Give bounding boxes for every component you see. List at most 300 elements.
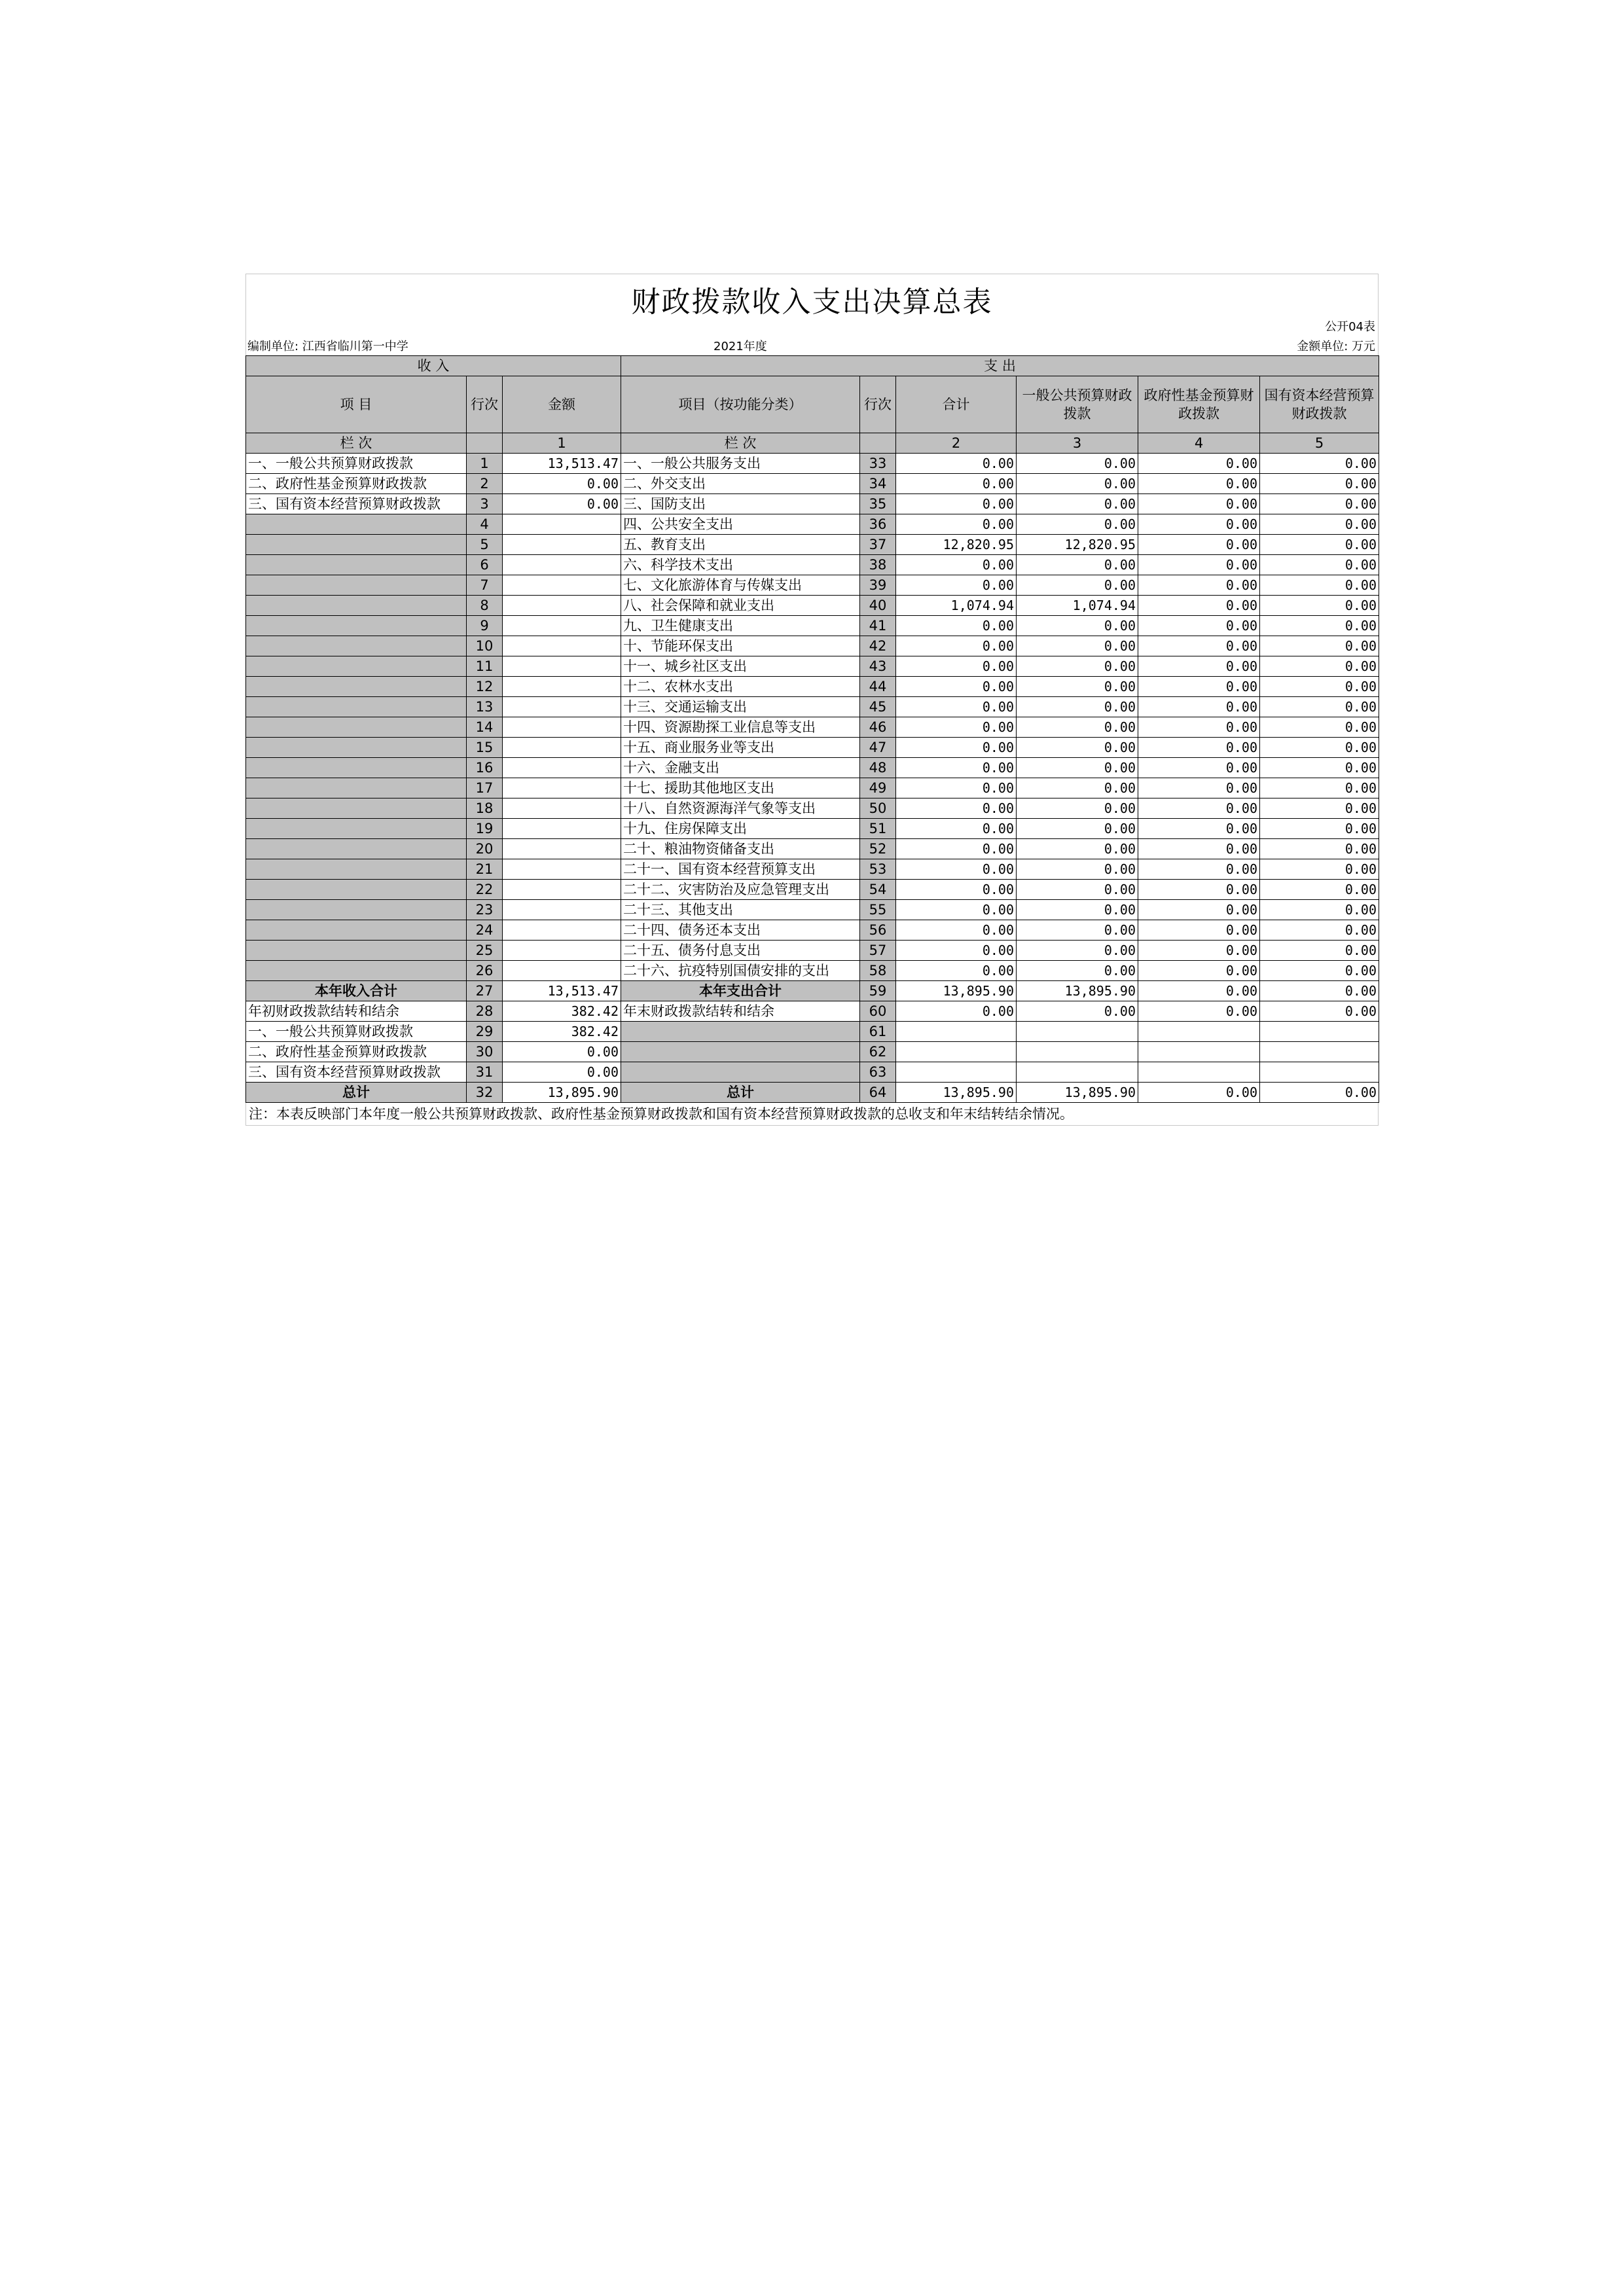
expense-total: 0.00 xyxy=(896,859,1017,880)
table-row xyxy=(246,758,1379,778)
expense-general: 0.00 xyxy=(1017,616,1138,636)
expense-general: 0.00 xyxy=(1017,717,1138,738)
expense-general: 0.00 xyxy=(1017,839,1138,859)
expense-row-no: 38 xyxy=(860,555,896,575)
expense-item: 二十一、国有资本经营预算支出 xyxy=(621,859,860,880)
expense-item: 十八、自然资源海洋气象等支出 xyxy=(621,798,860,819)
expense-item: 二十二、灾害防治及应急管理支出 xyxy=(621,880,860,900)
expense-item: 十二、农林水支出 xyxy=(621,677,860,697)
income-item xyxy=(246,798,467,819)
expense-item: 七、文化旅游体育与传媒支出 xyxy=(621,575,860,596)
budget-table xyxy=(245,355,1379,1103)
income-item xyxy=(246,656,467,677)
expense-total: 0.00 xyxy=(896,798,1017,819)
income-amount xyxy=(503,778,621,798)
income-row-no: 5 xyxy=(467,535,503,555)
expense-item: 十六、金融支出 xyxy=(621,758,860,778)
expense-row-no: 45 xyxy=(860,697,896,717)
expense-item: 九、卫生健康支出 xyxy=(621,616,860,636)
footnote: 注：本表反映部门本年度一般公共预算财政拨款、政府性基金预算财政拨款和国有资本经营预算财政拨款的总收支和年末结转结余情况。 xyxy=(245,1103,1379,1126)
income-row-no: 29 xyxy=(467,1022,503,1042)
expense-state-capital: 0.00 xyxy=(1260,1001,1379,1022)
income-item xyxy=(246,596,467,616)
income-row-no: 17 xyxy=(467,778,503,798)
col-index-blank-2 xyxy=(860,433,896,454)
expense-general: 0.00 xyxy=(1017,920,1138,941)
income-row-no: 23 xyxy=(467,900,503,920)
expense-general: 13,895.90 xyxy=(1017,1083,1138,1103)
expense-general: 0.00 xyxy=(1017,758,1138,778)
expense-state-capital: 0.00 xyxy=(1260,494,1379,514)
table-row xyxy=(246,514,1379,535)
table-row xyxy=(246,920,1379,941)
income-item xyxy=(246,778,467,798)
col-header-amount: 金额 xyxy=(503,376,621,433)
income-amount: 0.00 xyxy=(503,1042,621,1062)
expense-state-capital: 0.00 xyxy=(1260,819,1379,839)
expense-state-capital: 0.00 xyxy=(1260,798,1379,819)
expense-general: 0.00 xyxy=(1017,575,1138,596)
expense-gov-fund: 0.00 xyxy=(1138,555,1260,575)
income-row-no: 14 xyxy=(467,717,503,738)
income-amount xyxy=(503,596,621,616)
income-amount: 0.00 xyxy=(503,474,621,494)
expense-total: 0.00 xyxy=(896,514,1017,535)
expense-general: 0.00 xyxy=(1017,941,1138,961)
expense-gov-fund: 0.00 xyxy=(1138,616,1260,636)
expense-gov-fund: 0.00 xyxy=(1138,575,1260,596)
expense-general: 0.00 xyxy=(1017,859,1138,880)
expense-row-no: 43 xyxy=(860,656,896,677)
income-row-no: 11 xyxy=(467,656,503,677)
expense-total: 0.00 xyxy=(896,575,1017,596)
expense-row-no: 61 xyxy=(860,1022,896,1042)
expense-general: 0.00 xyxy=(1017,656,1138,677)
income-section-header: 收 入 xyxy=(246,356,621,376)
expense-gov-fund: 0.00 xyxy=(1138,859,1260,880)
expense-total: 1,074.94 xyxy=(896,596,1017,616)
expense-row-no: 62 xyxy=(860,1042,896,1062)
expense-row-no: 33 xyxy=(860,454,896,474)
expense-gov-fund: 0.00 xyxy=(1138,758,1260,778)
expense-general: 0.00 xyxy=(1017,819,1138,839)
income-amount: 382.42 xyxy=(503,1022,621,1042)
expense-gov-fund: 0.00 xyxy=(1138,839,1260,859)
expense-row-no: 52 xyxy=(860,839,896,859)
col-header-gov-fund: 政府性基金预算财政拨款 xyxy=(1138,376,1260,433)
income-row-no: 27 xyxy=(467,981,503,1001)
expense-total: 0.00 xyxy=(896,717,1017,738)
expense-row-no: 35 xyxy=(860,494,896,514)
expense-total: 0.00 xyxy=(896,636,1017,656)
col-header-item: 项 目 xyxy=(246,376,467,433)
table-row xyxy=(246,616,1379,636)
expense-gov-fund: 0.00 xyxy=(1138,941,1260,961)
expense-row-no: 51 xyxy=(860,819,896,839)
col-header-total: 合计 xyxy=(896,376,1017,433)
expense-general: 0.00 xyxy=(1017,880,1138,900)
income-row-no: 22 xyxy=(467,880,503,900)
expense-total: 0.00 xyxy=(896,961,1017,981)
income-item xyxy=(246,758,467,778)
expense-item: 十七、援助其他地区支出 xyxy=(621,778,860,798)
expense-gov-fund: 0.00 xyxy=(1138,454,1260,474)
expense-item: 十九、住房保障支出 xyxy=(621,819,860,839)
income-item xyxy=(246,717,467,738)
expense-gov-fund: 0.00 xyxy=(1138,778,1260,798)
expense-total xyxy=(896,1042,1017,1062)
income-item xyxy=(246,738,467,758)
col-header-general: 一般公共预算财政拨款 xyxy=(1017,376,1138,433)
expense-item: 年末财政拨款结转和结余 xyxy=(621,1001,860,1022)
expense-general: 0.00 xyxy=(1017,555,1138,575)
income-row-no: 28 xyxy=(467,1001,503,1022)
expense-item xyxy=(621,1042,860,1062)
col-index-label: 栏 次 xyxy=(246,433,467,454)
expense-state-capital: 0.00 xyxy=(1260,636,1379,656)
expense-row-no: 41 xyxy=(860,616,896,636)
expense-item: 总计 xyxy=(621,1083,860,1103)
expense-total: 0.00 xyxy=(896,880,1017,900)
income-item xyxy=(246,555,467,575)
table-row xyxy=(246,839,1379,859)
expense-row-no: 55 xyxy=(860,900,896,920)
income-row-no: 16 xyxy=(467,758,503,778)
income-row-no: 6 xyxy=(467,555,503,575)
income-item xyxy=(246,514,467,535)
expense-total: 13,895.90 xyxy=(896,981,1017,1001)
expense-total: 0.00 xyxy=(896,677,1017,697)
grand-total-row xyxy=(246,1083,1379,1103)
expense-total: 0.00 xyxy=(896,920,1017,941)
col-header-row-no-2: 行次 xyxy=(860,376,896,433)
table-row xyxy=(246,535,1379,555)
expense-state-capital: 0.00 xyxy=(1260,920,1379,941)
income-item xyxy=(246,900,467,920)
expense-item: 五、教育支出 xyxy=(621,535,860,555)
col-index-label-2: 栏 次 xyxy=(621,433,860,454)
expense-row-no: 63 xyxy=(860,1062,896,1083)
income-amount xyxy=(503,636,621,656)
report-year: 2021年度 xyxy=(713,340,767,353)
compiling-unit: 编制单位: 江西省临川第一中学 xyxy=(247,340,408,353)
expense-item: 十四、资源勘探工业信息等支出 xyxy=(621,717,860,738)
carry-row xyxy=(246,1042,1379,1062)
expense-gov-fund: 0.00 xyxy=(1138,819,1260,839)
income-amount xyxy=(503,717,621,738)
expense-section-header: 支 出 xyxy=(621,356,1379,376)
expense-state-capital xyxy=(1260,1042,1379,1062)
income-item: 年初财政拨款结转和结余 xyxy=(246,1001,467,1022)
income-amount xyxy=(503,839,621,859)
form-code: 公开04表 xyxy=(1325,320,1375,334)
expense-item: 一、一般公共服务支出 xyxy=(621,454,860,474)
table-row xyxy=(246,941,1379,961)
income-amount: 0.00 xyxy=(503,494,621,514)
expense-state-capital: 0.00 xyxy=(1260,697,1379,717)
expense-row-no: 39 xyxy=(860,575,896,596)
expense-total: 0.00 xyxy=(896,941,1017,961)
income-item: 总计 xyxy=(246,1083,467,1103)
income-amount xyxy=(503,738,621,758)
income-item xyxy=(246,920,467,941)
expense-total: 0.00 xyxy=(896,839,1017,859)
expense-total: 0.00 xyxy=(896,656,1017,677)
col-index-2: 2 xyxy=(896,433,1017,454)
income-amount xyxy=(503,798,621,819)
expense-gov-fund: 0.00 xyxy=(1138,474,1260,494)
expense-general: 0.00 xyxy=(1017,697,1138,717)
col-header-func-item: 项目（按功能分类） xyxy=(621,376,860,433)
expense-state-capital: 0.00 xyxy=(1260,535,1379,555)
income-amount: 382.42 xyxy=(503,1001,621,1022)
expense-item: 二十六、抗疫特别国债安排的支出 xyxy=(621,961,860,981)
expense-row-no: 57 xyxy=(860,941,896,961)
expense-total: 0.00 xyxy=(896,697,1017,717)
expense-total: 0.00 xyxy=(896,616,1017,636)
expense-gov-fund: 0.00 xyxy=(1138,1083,1260,1103)
expense-item: 二十四、债务还本支出 xyxy=(621,920,860,941)
income-item xyxy=(246,961,467,981)
expense-gov-fund: 0.00 xyxy=(1138,920,1260,941)
income-item: 一、一般公共预算财政拨款 xyxy=(246,1022,467,1042)
expense-total: 0.00 xyxy=(896,454,1017,474)
expense-gov-fund: 0.00 xyxy=(1138,880,1260,900)
table-row xyxy=(246,697,1379,717)
table-row xyxy=(246,677,1379,697)
expense-row-no: 53 xyxy=(860,859,896,880)
expense-state-capital: 0.00 xyxy=(1260,575,1379,596)
expense-state-capital: 0.00 xyxy=(1260,859,1379,880)
expense-general: 0.00 xyxy=(1017,798,1138,819)
income-row-no: 2 xyxy=(467,474,503,494)
meta-row xyxy=(245,317,1379,355)
expense-total: 0.00 xyxy=(896,758,1017,778)
income-amount xyxy=(503,920,621,941)
table-row xyxy=(246,798,1379,819)
table-row xyxy=(246,859,1379,880)
col-index-5: 5 xyxy=(1260,433,1379,454)
expense-state-capital: 0.00 xyxy=(1260,900,1379,920)
expense-total: 0.00 xyxy=(896,778,1017,798)
income-row-no: 20 xyxy=(467,839,503,859)
income-row-no: 8 xyxy=(467,596,503,616)
expense-row-no: 42 xyxy=(860,636,896,656)
expense-general: 0.00 xyxy=(1017,961,1138,981)
expense-item: 四、公共安全支出 xyxy=(621,514,860,535)
report-title: 财政拨款收入支出决算总表 xyxy=(631,285,993,319)
income-row-no: 4 xyxy=(467,514,503,535)
income-row-no: 9 xyxy=(467,616,503,636)
expense-total: 0.00 xyxy=(896,738,1017,758)
expense-row-no: 46 xyxy=(860,717,896,738)
income-item xyxy=(246,636,467,656)
income-item: 本年收入合计 xyxy=(246,981,467,1001)
expense-total xyxy=(896,1022,1017,1042)
expense-general: 0.00 xyxy=(1017,738,1138,758)
expense-total: 0.00 xyxy=(896,555,1017,575)
expense-item xyxy=(621,1022,860,1042)
expense-state-capital: 0.00 xyxy=(1260,981,1379,1001)
expense-general: 0.00 xyxy=(1017,514,1138,535)
expense-state-capital: 0.00 xyxy=(1260,656,1379,677)
income-item xyxy=(246,697,467,717)
expense-row-no: 56 xyxy=(860,920,896,941)
income-item xyxy=(246,819,467,839)
income-row-no: 3 xyxy=(467,494,503,514)
income-item xyxy=(246,575,467,596)
expense-total: 0.00 xyxy=(896,1001,1017,1022)
expense-general xyxy=(1017,1042,1138,1062)
income-row-no: 21 xyxy=(467,859,503,880)
expense-item: 二、外交支出 xyxy=(621,474,860,494)
expense-row-no: 64 xyxy=(860,1083,896,1103)
table-row xyxy=(246,575,1379,596)
expense-total: 0.00 xyxy=(896,474,1017,494)
income-item: 二、政府性基金预算财政拨款 xyxy=(246,474,467,494)
expense-gov-fund: 0.00 xyxy=(1138,514,1260,535)
expense-gov-fund: 0.00 xyxy=(1138,656,1260,677)
income-row-no: 10 xyxy=(467,636,503,656)
carry-row xyxy=(246,1001,1379,1022)
expense-row-no: 37 xyxy=(860,535,896,555)
expense-gov-fund xyxy=(1138,1062,1260,1083)
income-row-no: 12 xyxy=(467,677,503,697)
total-row xyxy=(246,981,1379,1001)
income-item xyxy=(246,941,467,961)
expense-row-no: 47 xyxy=(860,738,896,758)
table-row xyxy=(246,900,1379,920)
col-index-blank xyxy=(467,433,503,454)
expense-state-capital xyxy=(1260,1022,1379,1042)
income-amount xyxy=(503,656,621,677)
expense-state-capital: 0.00 xyxy=(1260,616,1379,636)
table-row xyxy=(246,819,1379,839)
income-row-no: 24 xyxy=(467,920,503,941)
table-row xyxy=(246,596,1379,616)
col-header-state-capital: 国有资本经营预算财政拨款 xyxy=(1260,376,1379,433)
expense-general: 0.00 xyxy=(1017,474,1138,494)
expense-general: 1,074.94 xyxy=(1017,596,1138,616)
income-row-no: 26 xyxy=(467,961,503,981)
expense-item: 二十、粮油物资储备支出 xyxy=(621,839,860,859)
expense-gov-fund: 0.00 xyxy=(1138,677,1260,697)
expense-row-no: 44 xyxy=(860,677,896,697)
income-item xyxy=(246,535,467,555)
income-amount xyxy=(503,961,621,981)
table-row xyxy=(246,778,1379,798)
expense-state-capital: 0.00 xyxy=(1260,1083,1379,1103)
expense-row-no: 36 xyxy=(860,514,896,535)
expense-gov-fund: 0.00 xyxy=(1138,596,1260,616)
income-item: 三、国有资本经营预算财政拨款 xyxy=(246,494,467,514)
income-amount xyxy=(503,697,621,717)
expense-gov-fund: 0.00 xyxy=(1138,717,1260,738)
expense-gov-fund: 0.00 xyxy=(1138,494,1260,514)
expense-gov-fund: 0.00 xyxy=(1138,981,1260,1001)
income-amount xyxy=(503,575,621,596)
income-row-no: 13 xyxy=(467,697,503,717)
expense-item: 十、节能环保支出 xyxy=(621,636,860,656)
income-item: 二、政府性基金预算财政拨款 xyxy=(246,1042,467,1062)
expense-item: 六、科学技术支出 xyxy=(621,555,860,575)
income-row-no: 19 xyxy=(467,819,503,839)
expense-gov-fund xyxy=(1138,1042,1260,1062)
income-amount xyxy=(503,819,621,839)
table-row xyxy=(246,961,1379,981)
expense-general xyxy=(1017,1062,1138,1083)
expense-state-capital xyxy=(1260,1062,1379,1083)
expense-item: 十一、城乡社区支出 xyxy=(621,656,860,677)
table-row xyxy=(246,717,1379,738)
expense-total xyxy=(896,1062,1017,1083)
expense-row-no: 59 xyxy=(860,981,896,1001)
expense-item xyxy=(621,1062,860,1083)
table-row xyxy=(246,636,1379,656)
expense-row-no: 49 xyxy=(860,778,896,798)
income-amount xyxy=(503,535,621,555)
income-row-no: 25 xyxy=(467,941,503,961)
expense-item: 十三、交通运输支出 xyxy=(621,697,860,717)
income-item xyxy=(246,616,467,636)
expense-row-no: 34 xyxy=(860,474,896,494)
income-amount: 0.00 xyxy=(503,1062,621,1083)
income-amount xyxy=(503,900,621,920)
expense-gov-fund: 0.00 xyxy=(1138,900,1260,920)
expense-general: 0.00 xyxy=(1017,900,1138,920)
income-row-no: 30 xyxy=(467,1042,503,1062)
expense-general: 0.00 xyxy=(1017,677,1138,697)
income-item: 三、国有资本经营预算财政拨款 xyxy=(246,1062,467,1083)
expense-row-no: 58 xyxy=(860,961,896,981)
carry-row xyxy=(246,1062,1379,1083)
expense-gov-fund: 0.00 xyxy=(1138,961,1260,981)
expense-row-no: 48 xyxy=(860,758,896,778)
expense-gov-fund: 0.00 xyxy=(1138,738,1260,758)
amount-unit: 金额单位: 万元 xyxy=(1297,340,1375,353)
income-amount xyxy=(503,514,621,535)
expense-state-capital: 0.00 xyxy=(1260,941,1379,961)
income-item xyxy=(246,880,467,900)
expense-state-capital: 0.00 xyxy=(1260,596,1379,616)
col-index-4: 4 xyxy=(1138,433,1260,454)
expense-item: 二十三、其他支出 xyxy=(621,900,860,920)
expense-general: 0.00 xyxy=(1017,778,1138,798)
expense-state-capital: 0.00 xyxy=(1260,758,1379,778)
expense-general: 13,895.90 xyxy=(1017,981,1138,1001)
expense-general: 0.00 xyxy=(1017,1001,1138,1022)
expense-item: 本年支出合计 xyxy=(621,981,860,1001)
income-row-no: 7 xyxy=(467,575,503,596)
income-amount: 13,513.47 xyxy=(503,454,621,474)
expense-total: 0.00 xyxy=(896,494,1017,514)
expense-state-capital: 0.00 xyxy=(1260,717,1379,738)
income-amount xyxy=(503,941,621,961)
expense-total: 0.00 xyxy=(896,900,1017,920)
expense-row-no: 54 xyxy=(860,880,896,900)
expense-general: 0.00 xyxy=(1017,454,1138,474)
expense-row-no: 50 xyxy=(860,798,896,819)
table-row xyxy=(246,880,1379,900)
table-row xyxy=(246,494,1379,514)
income-item: 一、一般公共预算财政拨款 xyxy=(246,454,467,474)
income-row-no: 1 xyxy=(467,454,503,474)
expense-state-capital: 0.00 xyxy=(1260,880,1379,900)
expense-gov-fund: 0.00 xyxy=(1138,697,1260,717)
table-row xyxy=(246,738,1379,758)
income-row-no: 32 xyxy=(467,1083,503,1103)
income-amount xyxy=(503,677,621,697)
